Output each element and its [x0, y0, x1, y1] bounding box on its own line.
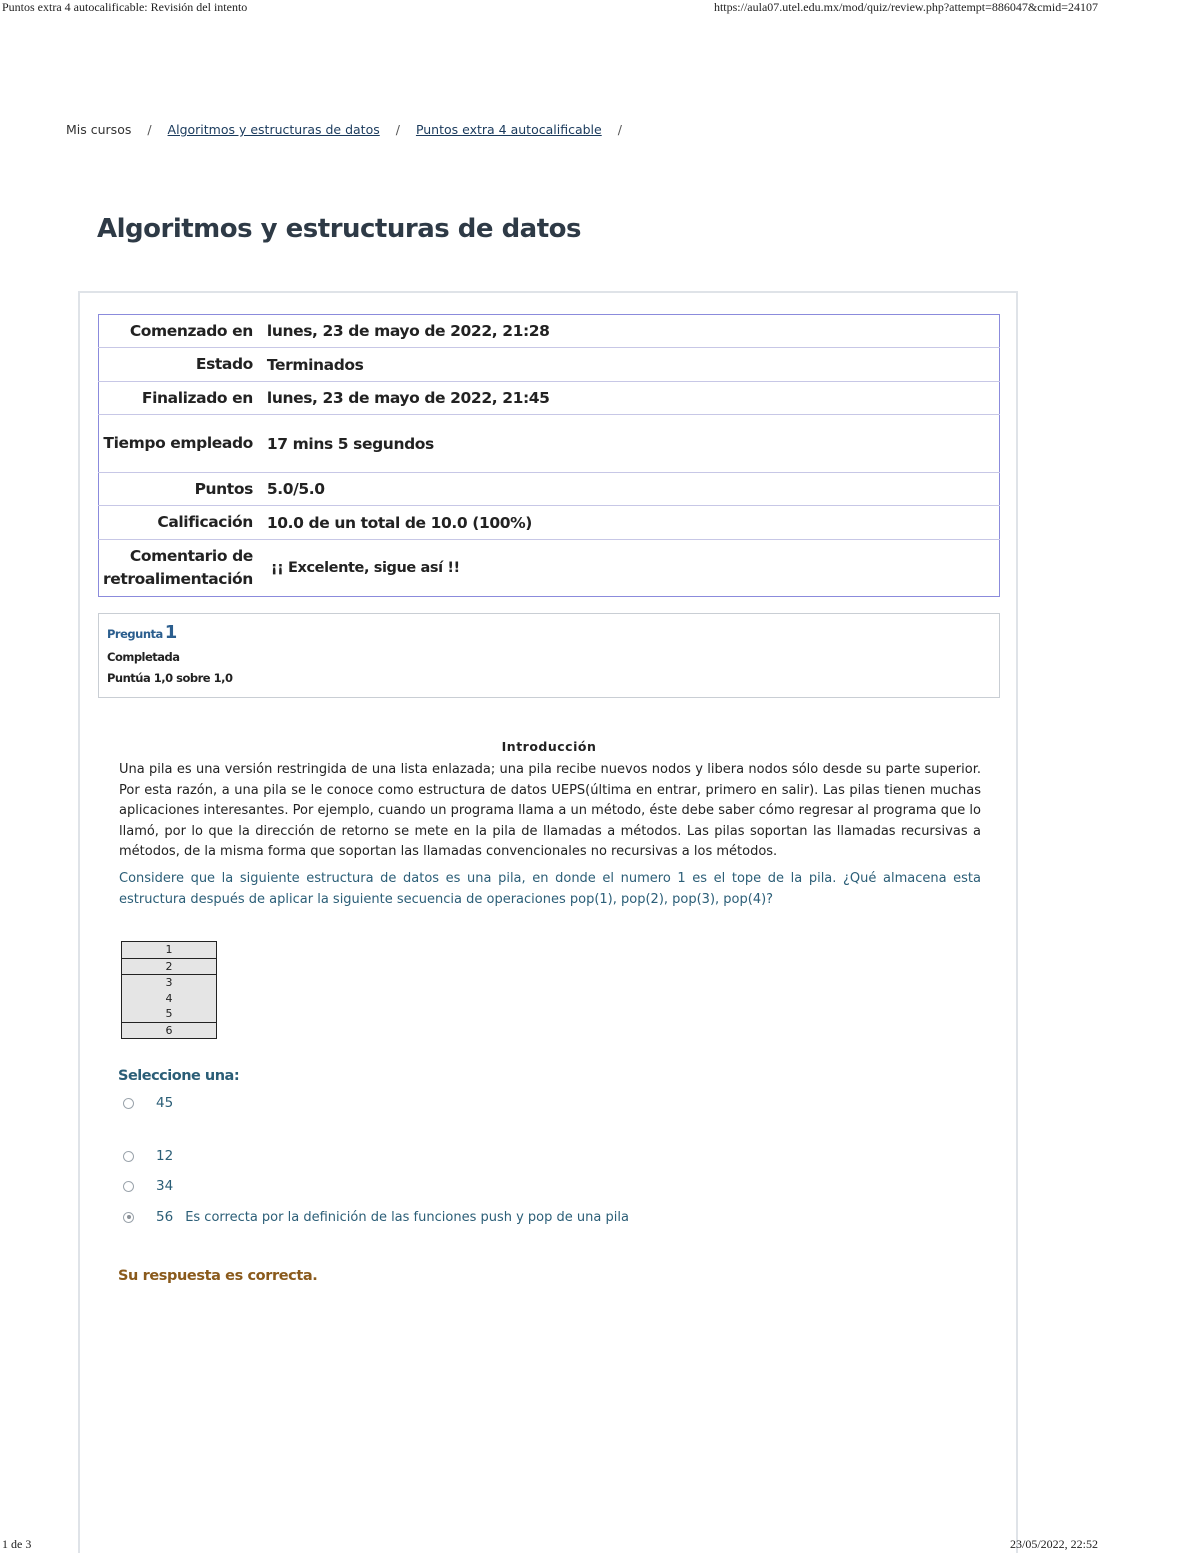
summary-label: Tiempo empleado [99, 415, 267, 473]
stack-row [122, 942, 217, 959]
answer-option-45[interactable] [123, 1095, 173, 1111]
summary-label: Estado [99, 348, 267, 382]
answer-option-label: 56 [156, 1209, 174, 1225]
intro-text: Una pila es una versión restringida de una lista enlazada; una pila recibe nuevos nodos y libera nodos sólo desde su parte superior. Por esta razón, a una pila se le conoce como estructura de datos UEPS(última en entrar, primero en salir). Las pilas tienen muchas aplicaciones interesantes. Por ejemplo, cuando un programa llama a un método, éste debe saber cómo regresar al programa que lo llamó, por lo que la dirección de retorno se mete en la pila de llamadas a métodos. Las pilas soportan las llamadas recursivas a métodos, de la misma forma que soportan las llamadas convencionales no recursivas a los métodos. [119, 762, 981, 859]
summary-row-started [99, 315, 1000, 348]
breadcrumb-link-course[interactable]: Algoritmos y estructuras de datos [167, 122, 380, 137]
print-header-title: Puntos extra 4 autocalificable: Revisión del intento [2, 0, 248, 14]
answer-option-label: 12 [156, 1148, 174, 1164]
stack-cell: 3 [122, 975, 217, 991]
summary-row-points [99, 473, 1000, 506]
stack-cell: 2 [122, 958, 217, 975]
stack-cell: 6 [122, 1022, 217, 1039]
breadcrumb-separator: / [617, 122, 622, 137]
print-header-url: https://aula07.utel.edu.mx/mod/quiz/review.php?attempt=886047&cmid=24107 [713, 0, 1098, 14]
summary-row-finished [99, 382, 1000, 415]
question-status: Completada [107, 650, 180, 664]
page-counter: 1 de 3 [2, 1537, 32, 1551]
summary-row-state [99, 348, 1000, 382]
intro-title: Introducción [501, 739, 597, 754]
breadcrumb-separator: / [147, 122, 152, 137]
question-label: Pregunta [107, 627, 163, 641]
summary-value: 17 mins 5 segundos [267, 415, 1000, 473]
select-one-label: Seleccione una: [118, 1068, 240, 1084]
stack-row [122, 958, 217, 975]
summary-label: Puntos [99, 473, 267, 506]
summary-label: Finalizado en [99, 382, 267, 415]
page-title: Algoritmos y estructuras de datos [97, 214, 581, 244]
answer-option-label: 34 [156, 1178, 174, 1194]
summary-value: ¡¡ Excelente, sigue así !! [267, 540, 1000, 597]
print-timestamp: 23/05/2022, 22:52 [1009, 1537, 1098, 1551]
radio-button-selected[interactable] [123, 1212, 134, 1223]
question-info-box [98, 613, 1000, 698]
breadcrumb-separator: / [395, 122, 400, 137]
summary-value: 10.0 de un total de 10.0 (100%) [267, 506, 1000, 540]
summary-label: Comentario de retroalimentación [99, 540, 267, 597]
breadcrumb-link-quiz[interactable]: Puntos extra 4 autocalificable [415, 122, 602, 137]
answer-option-label: 45 [156, 1095, 174, 1111]
answer-option-12[interactable] [123, 1148, 173, 1164]
stack-row [122, 1006, 217, 1022]
summary-value: lunes, 23 de mayo de 2022, 21:28 [266, 322, 550, 340]
summary-label: Calificación [99, 506, 267, 540]
summary-row-feedback [99, 540, 1000, 597]
radio-button[interactable] [123, 1151, 134, 1162]
stack-row [122, 991, 217, 1007]
question-text: Considere que la siguiente estructura de datos es una pila, en donde el numero 1 es el tope de la pila. ¿Qué almacena esta estructura después de aplicar la siguiente secuencia de operaciones pop(1), pop(2), pop(3), pop(4)? [119, 871, 981, 907]
answer-feedback: Su respuesta es correcta. [118, 1268, 318, 1284]
radio-button[interactable] [123, 1181, 134, 1192]
summary-label: Comenzado en [129, 321, 253, 340]
question-number-value: 1 [164, 622, 177, 643]
question-points: Puntúa 1,0 sobre 1,0 [107, 671, 233, 685]
stack-table [121, 941, 217, 1039]
summary-value: 5.0/5.0 [267, 473, 1000, 506]
print-header [0, 0, 1200, 16]
summary-row-time [99, 415, 1000, 473]
attempt-summary-table [98, 314, 1000, 597]
option-specific-feedback: Es correcta por la definición de las funciones push y pop de una pila [185, 1210, 629, 1225]
stack-row [122, 1022, 217, 1039]
summary-value: lunes, 23 de mayo de 2022, 21:45 [267, 382, 1000, 415]
stack-row [122, 975, 217, 991]
answer-option-56[interactable] [123, 1209, 629, 1225]
question-number [107, 622, 991, 643]
breadcrumb-item-mis-cursos: Mis cursos [66, 122, 132, 137]
summary-value: Terminados [267, 348, 1000, 382]
stack-cell: 1 [122, 942, 217, 959]
summary-row-grade [99, 506, 1000, 540]
stack-cell: 4 [122, 991, 217, 1007]
breadcrumb [66, 122, 634, 137]
print-footer [0, 1537, 1200, 1553]
answer-option-34[interactable] [123, 1178, 173, 1194]
stack-cell: 5 [122, 1006, 217, 1022]
radio-button[interactable] [123, 1098, 134, 1109]
